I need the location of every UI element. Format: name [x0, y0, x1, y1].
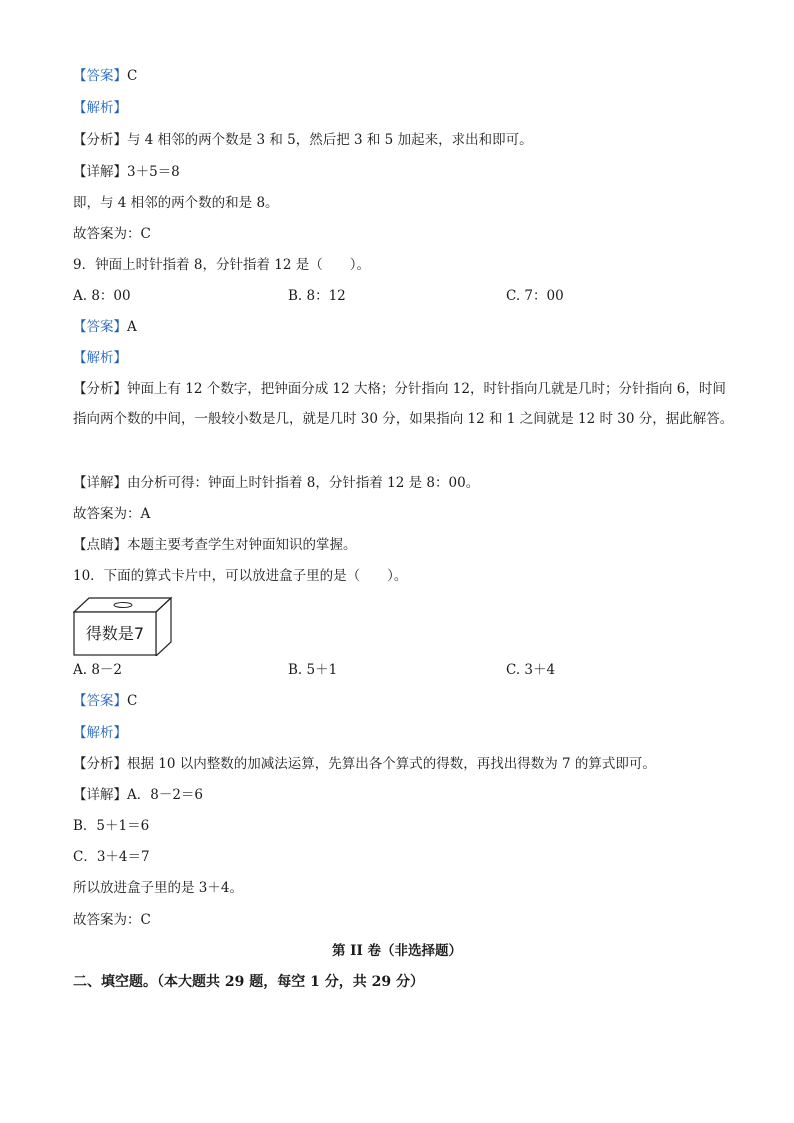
q8-fenxi-line: [73, 130, 734, 150]
q10-analysis-line: [73, 723, 734, 743]
q10-option-c: C. 3＋4: [506, 662, 556, 678]
q8-line2: 即，与 4 相邻的两个数的和是 8。: [73, 195, 279, 211]
q9-answer-line: [73, 317, 734, 337]
q10-fenxi-line: [73, 754, 734, 774]
q10-answer: C: [127, 693, 138, 709]
q10-conclusion: 故答案为：C: [73, 912, 151, 928]
q9-option-c: C. 7：00: [506, 288, 564, 304]
q10-option-b: B. 5＋1: [288, 662, 338, 678]
q10-options: [73, 660, 733, 680]
q8-answer: C: [127, 68, 138, 84]
fenxi-label: 【分析】: [73, 132, 127, 148]
analysis-label: 【解析】: [73, 100, 127, 116]
q9-fenxi: 钟面上有 12 个数字，把钟面分成 12 大格；分针指向 12，时针指向几就是几时；分针指向 6，时间指向两个数的中间，一般较小数是几，就是几时 30 分，如果指向 12 和 1 之间就是 12 时 30 分，据此解答。: [73, 381, 734, 427]
q9-fenxi-line: [73, 374, 734, 434]
q9-detail: 由分析可得：钟面上时针指着 8，分针指着 12 是 8：00。: [127, 475, 480, 491]
q9-option-b: B. 8：12: [288, 288, 346, 304]
box-label: 得数是7: [85, 624, 145, 643]
q8-detail: 3＋5＝8: [127, 164, 180, 180]
q8-fenxi: 与 4 相邻的两个数是 3 和 5，然后把 3 和 5 加起来，求出和即可。: [127, 132, 533, 148]
q9-answer: A: [127, 319, 137, 335]
q10-fenxi: 根据 10 以内整数的加减法运算，先算出各个算式的得数，再找出得数为 7 的算式即可。: [127, 756, 656, 772]
q8-conclusion: 故答案为：C: [73, 226, 151, 242]
section-title: 第 II 卷（非选择题）: [331, 943, 463, 959]
fenxi-label: 【分析】: [73, 756, 127, 772]
q10-detail-c: C．3＋4＝7: [73, 849, 150, 865]
q9-conclusion: 故答案为：A: [73, 506, 151, 522]
box-figure: [73, 596, 173, 656]
part2-heading: 二、填空题。（本大题共 29 题，每空 1 分，共 29 分）: [73, 974, 424, 990]
q10-detail-line: [73, 785, 734, 805]
answer-label: 【答案】: [73, 319, 127, 335]
q9-comment: 本题主要考查学生对钟面知识的掌握。: [127, 537, 357, 553]
q9-analysis-line: [73, 348, 734, 368]
q9-question: 9．钟面上时针指着 8，分针指着 12 是（ ）。: [73, 257, 370, 273]
comment-label: 【点睛】: [73, 537, 127, 553]
q9-option-a: A. 8：00: [73, 288, 131, 304]
q8-detail-line: [73, 162, 734, 182]
fenxi-label: 【分析】: [73, 381, 127, 397]
q9-comment-line: [73, 535, 734, 555]
q10-detail-b: B．5＋1＝6: [73, 818, 150, 834]
q9-detail-line: [73, 473, 734, 493]
detail-label: 【详解】: [73, 787, 127, 803]
detail-label: 【详解】: [73, 164, 127, 180]
analysis-label: 【解析】: [73, 725, 127, 741]
q10-option-a: A. 8－2: [73, 662, 123, 678]
answer-label: 【答案】: [73, 693, 127, 709]
analysis-label: 【解析】: [73, 350, 127, 366]
answer-label: 【答案】: [73, 68, 127, 84]
q9-options: [73, 286, 733, 306]
q8-analysis-line: [73, 98, 734, 118]
q10-question: 10．下面的算式卡片中，可以放进盒子里的是（ ）。: [73, 568, 408, 584]
q10-detail-a: A．8－2＝6: [127, 787, 204, 803]
detail-label: 【详解】: [73, 475, 127, 491]
q8-answer-line: [73, 66, 734, 86]
q10-result: 所以放进盒子里的是 3＋4。: [73, 880, 243, 896]
q10-answer-line: [73, 691, 734, 711]
